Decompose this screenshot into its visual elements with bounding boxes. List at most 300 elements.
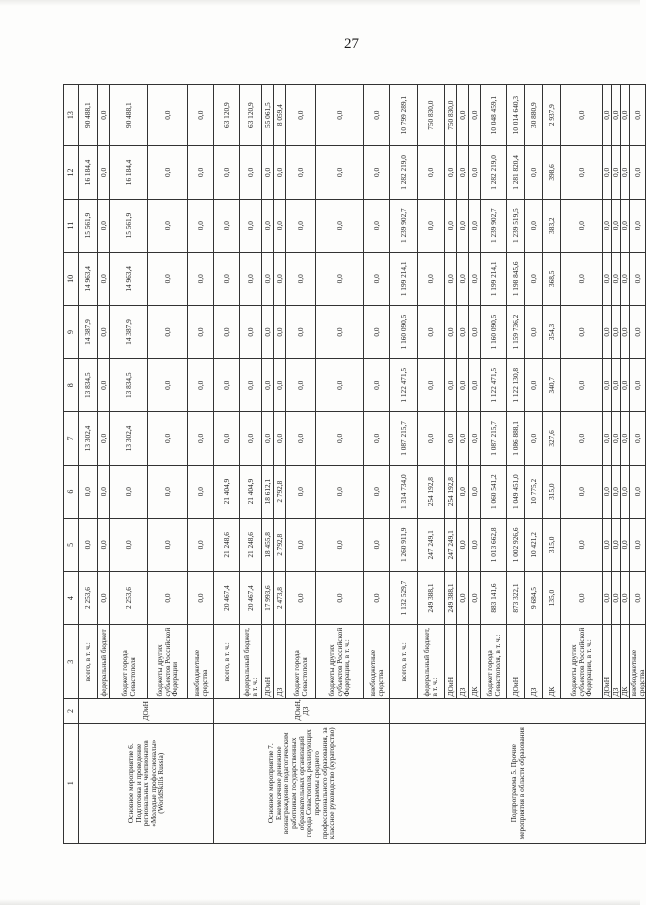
value-cell: 0,0 xyxy=(561,252,603,305)
value-cell: 0,0 xyxy=(98,85,110,146)
value-cell: 0,0 xyxy=(418,199,445,252)
value-cell: 0,0 xyxy=(98,571,110,624)
column-header: 10 xyxy=(64,252,79,305)
value-cell: 1 198 845,6 xyxy=(507,252,525,305)
value-cell: 0,0 xyxy=(262,252,274,305)
value-cell: 0,0 xyxy=(240,412,262,465)
value-cell: 315,0 xyxy=(543,518,561,571)
value-cell: 0,0 xyxy=(316,252,364,305)
value-cell: 0,0 xyxy=(188,199,214,252)
value-cell: 0,0 xyxy=(274,359,286,412)
funding-source: бюджеты других субъектов Российской Федерации xyxy=(148,625,188,699)
value-cell: 0,0 xyxy=(612,85,621,146)
value-cell: 90 488,1 xyxy=(79,85,98,146)
value-cell: 0,0 xyxy=(457,518,469,571)
value-cell: 1 060 541,2 xyxy=(481,465,507,518)
funding-source: бюджет города Севастополя, в т. ч.: xyxy=(481,625,507,699)
value-cell: 0,0 xyxy=(630,199,646,252)
value-cell: 0,0 xyxy=(98,518,110,571)
value-cell: 0,0 xyxy=(98,146,110,199)
value-cell: 0,0 xyxy=(457,359,469,412)
value-cell: 0,0 xyxy=(98,412,110,465)
value-cell: 0,0 xyxy=(148,465,188,518)
value-cell: 1 160 090,5 xyxy=(390,305,418,358)
column-header: 3 xyxy=(64,625,79,699)
value-cell: 10 421,2 xyxy=(525,518,543,571)
value-cell: 0,0 xyxy=(148,571,188,624)
value-cell: 0,0 xyxy=(79,465,98,518)
value-cell: 1 122 130,8 xyxy=(507,359,525,412)
value-cell: 0,0 xyxy=(621,518,630,571)
value-cell: 0,0 xyxy=(445,359,457,412)
value-cell: 14 963,4 xyxy=(110,252,148,305)
value-cell: 1 087 215,7 xyxy=(390,412,418,465)
value-cell: 17 993,6 xyxy=(262,571,274,624)
value-cell: 0,0 xyxy=(316,465,364,518)
value-cell: 1 122 471,5 xyxy=(390,359,418,412)
value-cell: 0,0 xyxy=(286,571,316,624)
value-cell: 0,0 xyxy=(98,252,110,305)
value-cell: 0,0 xyxy=(98,199,110,252)
value-cell: 18 612,1 xyxy=(262,465,274,518)
value-cell: 0,0 xyxy=(612,518,621,571)
value-cell: 0,0 xyxy=(612,359,621,412)
value-cell: 0,0 xyxy=(603,146,612,199)
value-cell: 0,0 xyxy=(240,252,262,305)
value-cell: 0,0 xyxy=(418,359,445,412)
table-row xyxy=(79,85,98,844)
value-cell: 0,0 xyxy=(214,412,240,465)
value-cell: 0,0 xyxy=(188,359,214,412)
value-cell: 0,0 xyxy=(286,252,316,305)
activity-title: Основное мероприятие 6. Подготовка и проведение региональных чемпионатов «Молодые профессионалы» (WorldSkills Russia) xyxy=(79,723,214,843)
value-cell: 0,0 xyxy=(240,305,262,358)
funding-source: ДК xyxy=(543,625,561,699)
value-cell: 0,0 xyxy=(214,146,240,199)
value-cell: 0,0 xyxy=(630,465,646,518)
value-cell: 0,0 xyxy=(469,412,481,465)
value-cell: 0,0 xyxy=(469,85,481,146)
page-number: 27 xyxy=(344,36,359,52)
value-cell: 0,0 xyxy=(469,199,481,252)
value-cell: 0,0 xyxy=(621,359,630,412)
value-cell: 1 087 215,7 xyxy=(481,412,507,465)
value-cell: 0,0 xyxy=(364,85,390,146)
funding-source: ДЗ xyxy=(612,625,621,699)
value-cell: 0,0 xyxy=(364,305,390,358)
value-cell: 0,0 xyxy=(274,305,286,358)
value-cell: 0,0 xyxy=(148,359,188,412)
value-cell: 1 159 736,2 xyxy=(507,305,525,358)
funding-source: ДОиН xyxy=(445,625,457,699)
value-cell: 1 282 219,0 xyxy=(390,146,418,199)
value-cell: 0,0 xyxy=(316,518,364,571)
value-cell: 0,0 xyxy=(525,359,543,412)
value-cell: 1 086 888,1 xyxy=(507,412,525,465)
value-cell: 0,0 xyxy=(525,146,543,199)
value-cell: 0,0 xyxy=(364,252,390,305)
value-cell: 0,0 xyxy=(418,305,445,358)
value-cell: 0,0 xyxy=(621,571,630,624)
value-cell: 0,0 xyxy=(621,412,630,465)
scan-edge-top xyxy=(0,0,640,6)
value-cell: 0,0 xyxy=(98,359,110,412)
value-cell: 21 404,9 xyxy=(214,465,240,518)
value-cell: 0,0 xyxy=(214,252,240,305)
value-cell: 0,0 xyxy=(612,199,621,252)
value-cell: 0,0 xyxy=(612,412,621,465)
value-cell: 0,0 xyxy=(214,199,240,252)
value-cell: 0,0 xyxy=(457,571,469,624)
value-cell: 0,0 xyxy=(612,252,621,305)
value-cell: 0,0 xyxy=(630,146,646,199)
value-cell: 0,0 xyxy=(188,465,214,518)
value-cell: 0,0 xyxy=(418,412,445,465)
table-row xyxy=(214,85,240,844)
value-cell: 1 239 519,5 xyxy=(507,199,525,252)
value-cell: 0,0 xyxy=(188,305,214,358)
value-cell: 2 792,8 xyxy=(274,465,286,518)
value-cell: 30 880,9 xyxy=(525,85,543,146)
funding-source: всего, в т. ч.: xyxy=(214,625,240,699)
funding-source: ДОиН xyxy=(603,625,612,699)
rotated-table-container xyxy=(63,84,646,844)
funding-source: ДЗ xyxy=(457,625,469,699)
value-cell: 0,0 xyxy=(457,465,469,518)
value-cell: 0,0 xyxy=(612,571,621,624)
value-cell: 0,0 xyxy=(621,146,630,199)
value-cell: 0,0 xyxy=(286,85,316,146)
value-cell: 0,0 xyxy=(274,252,286,305)
value-cell: 0,0 xyxy=(418,252,445,305)
value-cell: 20 467,4 xyxy=(240,571,262,624)
value-cell: 0,0 xyxy=(603,359,612,412)
value-cell: 0,0 xyxy=(603,305,612,358)
column-header: 2 xyxy=(64,699,79,723)
value-cell: 0,0 xyxy=(286,146,316,199)
value-cell: 135,0 xyxy=(543,571,561,624)
budget-table xyxy=(63,84,646,844)
value-cell: 1 049 451,0 xyxy=(507,465,525,518)
value-cell: 327,6 xyxy=(543,412,561,465)
value-cell: 0,0 xyxy=(188,146,214,199)
value-cell: 0,0 xyxy=(79,518,98,571)
funding-source: федеральный бюджет xyxy=(98,625,110,699)
value-cell: 0,0 xyxy=(457,305,469,358)
column-number-row xyxy=(64,85,79,844)
value-cell: 1 199 214,1 xyxy=(481,252,507,305)
value-cell: 0,0 xyxy=(612,305,621,358)
value-cell: 0,0 xyxy=(445,146,457,199)
value-cell: 0,0 xyxy=(262,199,274,252)
value-cell: 1 282 219,0 xyxy=(481,146,507,199)
value-cell: 0,0 xyxy=(630,85,646,146)
activity-title: Подпрограмма 5. Прочие мероприятия в области образования xyxy=(390,723,646,843)
value-cell: 8 059,4 xyxy=(274,85,286,146)
value-cell: 0,0 xyxy=(418,146,445,199)
funding-source: федеральный бюджет, в т. ч.: xyxy=(418,625,445,699)
value-cell: 0,0 xyxy=(240,199,262,252)
value-cell: 1 160 090,5 xyxy=(481,305,507,358)
value-cell: 0,0 xyxy=(561,359,603,412)
value-cell: 21 404,9 xyxy=(240,465,262,518)
value-cell: 55 061,5 xyxy=(262,85,274,146)
value-cell: 0,0 xyxy=(316,571,364,624)
value-cell: 1 132 529,7 xyxy=(390,571,418,624)
value-cell: 0,0 xyxy=(561,412,603,465)
value-cell: 0,0 xyxy=(561,571,603,624)
column-header: 12 xyxy=(64,146,79,199)
value-cell: 0,0 xyxy=(621,305,630,358)
value-cell: 0,0 xyxy=(364,146,390,199)
value-cell: 1 239 902,7 xyxy=(390,199,418,252)
value-cell: 0,0 xyxy=(621,199,630,252)
value-cell: 0,0 xyxy=(612,146,621,199)
value-cell: 0,0 xyxy=(148,252,188,305)
value-cell: 0,0 xyxy=(630,252,646,305)
value-cell: 0,0 xyxy=(603,465,612,518)
value-cell: 0,0 xyxy=(110,465,148,518)
value-cell: 0,0 xyxy=(603,85,612,146)
funding-source: федеральный бюджет, в т. ч.: xyxy=(240,625,262,699)
value-cell: 2 792,8 xyxy=(274,518,286,571)
value-cell: 0,0 xyxy=(612,465,621,518)
value-cell: 0,0 xyxy=(188,412,214,465)
value-cell: 0,0 xyxy=(148,412,188,465)
value-cell: 0,0 xyxy=(364,359,390,412)
value-cell: 0,0 xyxy=(469,305,481,358)
value-cell: 0,0 xyxy=(469,359,481,412)
value-cell: 18 455,8 xyxy=(262,518,274,571)
value-cell: 0,0 xyxy=(148,199,188,252)
value-cell: 0,0 xyxy=(274,199,286,252)
column-header: 4 xyxy=(64,571,79,624)
value-cell: 0,0 xyxy=(469,571,481,624)
value-cell: 20 467,4 xyxy=(214,571,240,624)
value-cell: 0,0 xyxy=(630,359,646,412)
funding-source: бюджеты других субъектов Российской Федерации, в т. ч.: xyxy=(316,625,364,699)
value-cell: 0,0 xyxy=(274,146,286,199)
value-cell: 249 388,1 xyxy=(445,571,457,624)
value-cell: 0,0 xyxy=(457,412,469,465)
value-cell: 0,0 xyxy=(262,412,274,465)
value-cell: 0,0 xyxy=(603,412,612,465)
column-header: 5 xyxy=(64,518,79,571)
value-cell: 0,0 xyxy=(561,85,603,146)
funding-source: всего, в т. ч.: xyxy=(390,625,418,699)
value-cell: 398,6 xyxy=(543,146,561,199)
value-cell: 315,0 xyxy=(543,465,561,518)
value-cell: 9 684,5 xyxy=(525,571,543,624)
value-cell: 0,0 xyxy=(98,305,110,358)
value-cell: 0,0 xyxy=(262,359,274,412)
value-cell: 0,0 xyxy=(286,465,316,518)
value-cell: 13 302,4 xyxy=(79,412,98,465)
value-cell: 354,3 xyxy=(543,305,561,358)
value-cell: 0,0 xyxy=(621,252,630,305)
value-cell: 0,0 xyxy=(603,252,612,305)
value-cell: 2 473,8 xyxy=(274,571,286,624)
value-cell: 0,0 xyxy=(630,305,646,358)
value-cell: 0,0 xyxy=(457,85,469,146)
funding-source: внебюджетные средства xyxy=(630,625,646,699)
value-cell: 0,0 xyxy=(188,85,214,146)
activity-title: Основное мероприятие 7. Ежемесячное денежное вознаграждение педагогическим работникам государственных образовательных организаций города Севастополя, реализующих программы среднего профессионального образования, за классное руководство (кураторство) xyxy=(214,723,390,843)
value-cell: 0,0 xyxy=(286,199,316,252)
value-cell: 750 830,0 xyxy=(445,85,457,146)
value-cell: 0,0 xyxy=(274,412,286,465)
value-cell: 0,0 xyxy=(561,305,603,358)
scan-edge-bottom xyxy=(0,899,640,905)
value-cell: 15 561,9 xyxy=(79,199,98,252)
value-cell: 0,0 xyxy=(214,359,240,412)
value-cell: 0,0 xyxy=(364,199,390,252)
value-cell: 249 388,1 xyxy=(418,571,445,624)
value-cell: 1 013 662,8 xyxy=(481,518,507,571)
value-cell: 0,0 xyxy=(469,518,481,571)
value-cell: 254 192,8 xyxy=(418,465,445,518)
value-cell: 254 192,8 xyxy=(445,465,457,518)
value-cell: 1 260 911,9 xyxy=(390,518,418,571)
value-cell: 0,0 xyxy=(525,199,543,252)
value-cell: 247 249,1 xyxy=(445,518,457,571)
column-header: 8 xyxy=(64,359,79,412)
value-cell: 0,0 xyxy=(188,518,214,571)
value-cell: 0,0 xyxy=(561,518,603,571)
value-cell: 10 775,2 xyxy=(525,465,543,518)
value-cell: 0,0 xyxy=(240,146,262,199)
value-cell: 0,0 xyxy=(525,412,543,465)
funding-source: ДЗ xyxy=(274,625,286,699)
value-cell: 16 184,4 xyxy=(79,146,98,199)
value-cell: 10 048 459,1 xyxy=(481,85,507,146)
value-cell: 1 314 734,0 xyxy=(390,465,418,518)
value-cell: 0,0 xyxy=(630,571,646,624)
value-cell: 383,2 xyxy=(543,199,561,252)
value-cell: 0,0 xyxy=(316,85,364,146)
value-cell: 13 834,5 xyxy=(110,359,148,412)
value-cell: 0,0 xyxy=(286,412,316,465)
value-cell: 1 199 214,1 xyxy=(390,252,418,305)
value-cell: 63 120,9 xyxy=(214,85,240,146)
value-cell: 0,0 xyxy=(148,305,188,358)
value-cell: 883 141,6 xyxy=(481,571,507,624)
funding-source: бюджет города Севастополя xyxy=(110,625,148,699)
value-cell: 13 834,5 xyxy=(79,359,98,412)
funding-source: внебюджетные средства xyxy=(188,625,214,699)
value-cell: 0,0 xyxy=(148,85,188,146)
value-cell: 0,0 xyxy=(240,359,262,412)
value-cell: 0,0 xyxy=(445,305,457,358)
value-cell: 1 122 471,5 xyxy=(481,359,507,412)
value-cell: 0,0 xyxy=(286,359,316,412)
value-cell: 0,0 xyxy=(630,412,646,465)
value-cell: 63 120,9 xyxy=(240,85,262,146)
funding-source: ДЗ xyxy=(525,625,543,699)
executor-cell: ДОиН, ДЗ xyxy=(214,699,390,723)
value-cell: 2 253,6 xyxy=(79,571,98,624)
value-cell: 0,0 xyxy=(603,199,612,252)
value-cell: 0,0 xyxy=(445,199,457,252)
value-cell: 0,0 xyxy=(469,465,481,518)
value-cell: 0,0 xyxy=(316,305,364,358)
value-cell: 0,0 xyxy=(262,146,274,199)
value-cell: 0,0 xyxy=(621,85,630,146)
value-cell: 0,0 xyxy=(316,199,364,252)
value-cell: 0,0 xyxy=(148,518,188,571)
value-cell: 0,0 xyxy=(98,465,110,518)
value-cell: 0,0 xyxy=(286,518,316,571)
value-cell: 0,0 xyxy=(262,305,274,358)
value-cell: 0,0 xyxy=(364,518,390,571)
value-cell: 0,0 xyxy=(525,252,543,305)
value-cell: 0,0 xyxy=(364,412,390,465)
value-cell: 0,0 xyxy=(188,571,214,624)
funding-source: ДК xyxy=(469,625,481,699)
column-header: 11 xyxy=(64,199,79,252)
value-cell: 0,0 xyxy=(316,359,364,412)
value-cell: 10 799 289,1 xyxy=(390,85,418,146)
value-cell: 0,0 xyxy=(445,252,457,305)
value-cell: 0,0 xyxy=(316,146,364,199)
value-cell: 0,0 xyxy=(621,465,630,518)
value-cell: 0,0 xyxy=(286,305,316,358)
value-cell: 0,0 xyxy=(110,518,148,571)
value-cell: 14 387,9 xyxy=(110,305,148,358)
value-cell: 0,0 xyxy=(630,518,646,571)
value-cell: 1 002 926,6 xyxy=(507,518,525,571)
value-cell: 873 322,1 xyxy=(507,571,525,624)
column-header: 7 xyxy=(64,412,79,465)
executor-cell xyxy=(390,699,646,723)
table-row xyxy=(390,85,418,844)
value-cell: 0,0 xyxy=(603,571,612,624)
value-cell: 0,0 xyxy=(457,199,469,252)
value-cell: 0,0 xyxy=(364,465,390,518)
column-header: 13 xyxy=(64,85,79,146)
value-cell: 0,0 xyxy=(214,305,240,358)
value-cell: 750 830,0 xyxy=(418,85,445,146)
value-cell: 247 249,1 xyxy=(418,518,445,571)
funding-source: ДОиН xyxy=(262,625,274,699)
value-cell: 0,0 xyxy=(561,465,603,518)
funding-source: бюджеты других субъектов Российской Федерации, в т. ч.: xyxy=(561,625,603,699)
value-cell: 0,0 xyxy=(364,571,390,624)
value-cell: 14 963,4 xyxy=(79,252,98,305)
value-cell: 1 239 902,7 xyxy=(481,199,507,252)
value-cell: 0,0 xyxy=(603,518,612,571)
executor-cell: ДОиН xyxy=(79,699,214,723)
value-cell: 1 281 820,4 xyxy=(507,146,525,199)
funding-source: бюджет города Севастополя xyxy=(286,625,316,699)
value-cell: 90 488,1 xyxy=(110,85,148,146)
funding-source: ДК xyxy=(621,625,630,699)
column-header: 1 xyxy=(64,723,79,843)
value-cell: 13 302,4 xyxy=(110,412,148,465)
value-cell: 10 014 640,3 xyxy=(507,85,525,146)
value-cell: 340,7 xyxy=(543,359,561,412)
value-cell: 2 937,9 xyxy=(543,85,561,146)
value-cell: 0,0 xyxy=(445,412,457,465)
column-header: 6 xyxy=(64,465,79,518)
value-cell: 368,5 xyxy=(543,252,561,305)
funding-source: внебюджетные средства xyxy=(364,625,390,699)
value-cell: 0,0 xyxy=(469,146,481,199)
value-cell: 0,0 xyxy=(469,252,481,305)
value-cell: 2 253,6 xyxy=(110,571,148,624)
value-cell: 0,0 xyxy=(457,252,469,305)
value-cell: 21 248,6 xyxy=(214,518,240,571)
